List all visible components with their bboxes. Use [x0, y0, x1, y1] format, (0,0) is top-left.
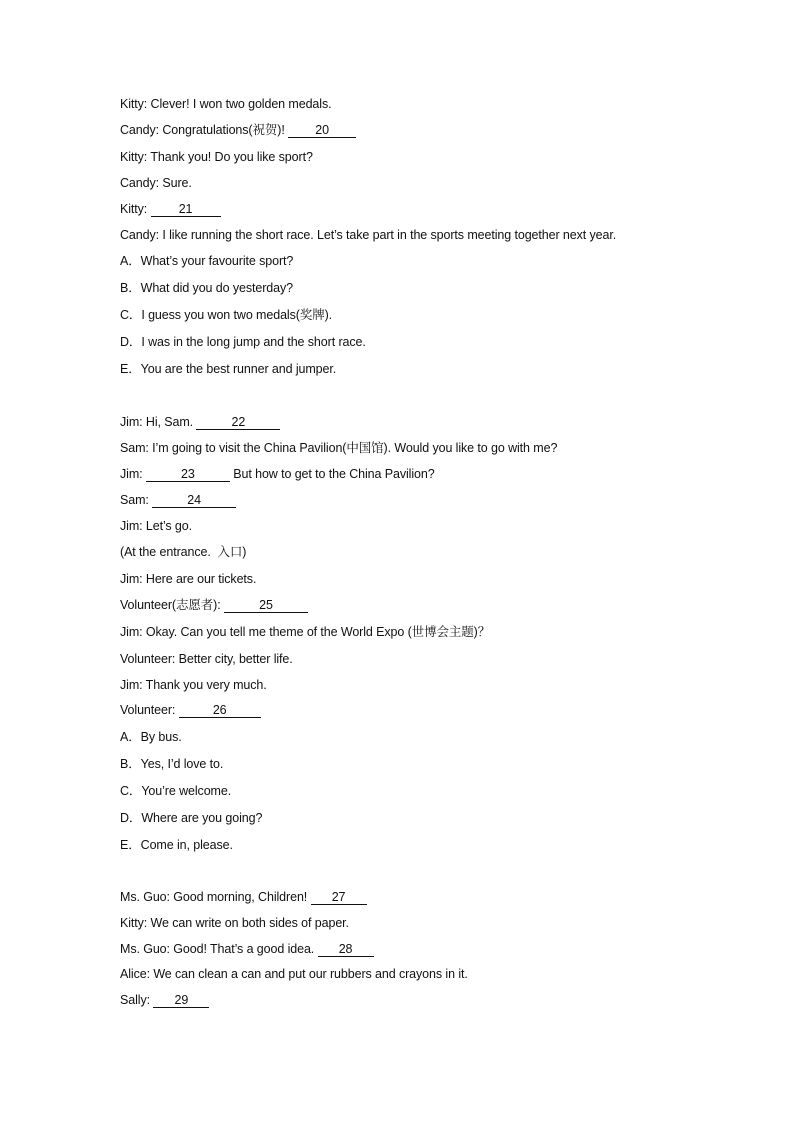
line-text: Candy: Congratulations(祝贺)! [120, 123, 289, 137]
dialogue-line: Jim: Let’s go. [120, 519, 193, 533]
answer-blank[interactable]: 24 [152, 493, 236, 508]
line-text: Ms. Guo: Good! That’s a good idea. [120, 942, 318, 956]
dialogue-line: Candy: I like running the short race. Let’s take part in the sports meeting together next year. [120, 228, 617, 242]
dialogue-line: Volunteer: Better city, better life. [120, 652, 293, 666]
option-item: D．Where are you going? [120, 811, 263, 825]
line-text: Sally: [120, 993, 154, 1007]
dialogue-line [120, 597, 308, 613]
line-text: Sam: [120, 493, 153, 507]
dialogue-line: Alice: We can clean a can and put our rubbers and crayons in it. [120, 967, 468, 981]
line-text: Ms. Guo: Good morning, Children! [120, 890, 311, 904]
line-text: Jim: Hi, Sam. [120, 415, 197, 429]
line-text: Kitty: [120, 202, 151, 216]
answer-blank[interactable]: 23 [146, 467, 230, 482]
dialogue-line: Candy: Sure. [120, 176, 192, 190]
option-item: C．You’re welcome. [120, 784, 232, 798]
answer-blank[interactable]: 28 [318, 942, 374, 957]
dialogue-line [120, 201, 221, 217]
dialogue-line: Jim: Thank you very much. [120, 678, 267, 692]
dialogue-line [120, 466, 435, 482]
line-text: Volunteer: [120, 703, 179, 717]
line-text: Jim: [120, 467, 146, 481]
dialogue-line: Jim: Okay. Can you tell me theme of the World Expo (世博会主题)？ [120, 625, 491, 639]
option-item: A．By bus. [120, 730, 182, 744]
dialogue-line: Kitty: Clever! I won two golden medals. [120, 97, 332, 111]
option-item: A．What’s your favourite sport? [120, 254, 294, 268]
answer-blank[interactable]: 26 [179, 703, 261, 718]
answer-blank[interactable]: 22 [196, 415, 280, 430]
option-item: E．Come in, please. [120, 838, 233, 852]
answer-blank[interactable]: 27 [311, 890, 367, 905]
dialogue-line [120, 492, 236, 508]
dialogue-line: Kitty: Thank you! Do you like sport? [120, 150, 313, 164]
dialogue-line [120, 702, 261, 718]
answer-blank[interactable]: 25 [224, 598, 308, 613]
dialogue-line [120, 889, 367, 905]
dialogue-line [120, 992, 209, 1008]
dialogue-line [120, 122, 356, 138]
dialogue-line [120, 414, 280, 430]
option-item: B．Yes, I’d love to. [120, 757, 224, 771]
dialogue-line: Sam: I’m going to visit the China Pavilion(中国馆). Would you like to go with me? [120, 441, 558, 455]
option-item: E．You are the best runner and jumper. [120, 362, 337, 376]
dialogue-line: (At the entrance. 入口) [120, 545, 247, 559]
dialogue-line: Jim: Here are our tickets. [120, 572, 257, 586]
dialogue-line: Kitty: We can write on both sides of paper. [120, 916, 349, 930]
line-text: But how to get to the China Pavilion? [229, 467, 435, 481]
option-item: C．I guess you won two medals(奖牌). [120, 308, 333, 322]
option-item: B．What did you do yesterday? [120, 281, 293, 295]
answer-blank[interactable]: 21 [151, 202, 221, 217]
option-item: D．I was in the long jump and the short race. [120, 335, 366, 349]
answer-blank[interactable]: 29 [153, 993, 209, 1008]
line-text: Volunteer(志愿者): [120, 598, 224, 612]
answer-blank[interactable]: 20 [288, 123, 356, 138]
dialogue-line [120, 941, 374, 957]
